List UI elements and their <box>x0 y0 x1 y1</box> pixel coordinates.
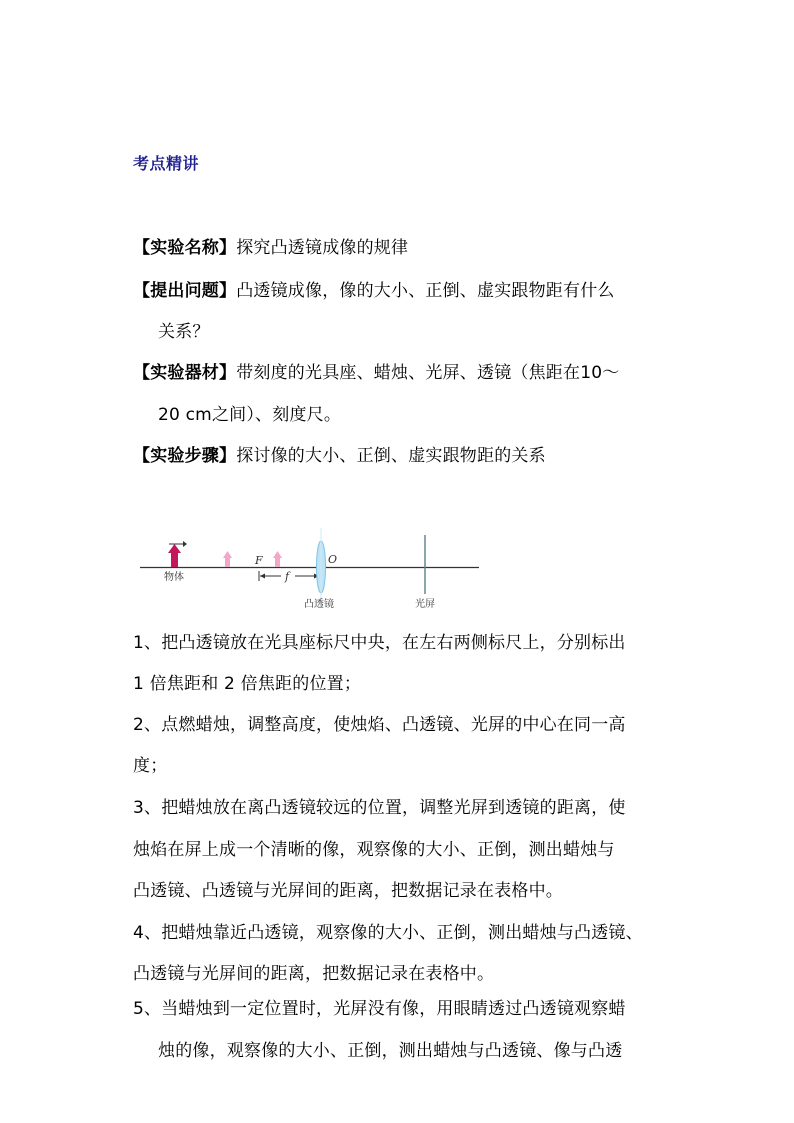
focus-label: F <box>255 554 263 567</box>
step-2-line-2: 度； <box>133 756 168 776</box>
step-3-line-2: 烛焰在屏上成一个清晰的像，观察像的大小、正倒，测出蜡烛与 <box>133 840 615 860</box>
materials-tag: 【实验器材】 <box>133 363 237 383</box>
step-4-line-1: 4、把蜡烛靠近凸透镜，观察像的大小、正倒，测出蜡烛与凸透镜、 <box>133 923 643 943</box>
section-heading: 考点精讲 <box>133 154 200 173</box>
question-line-2: 关系？ <box>158 322 210 342</box>
step-5-line-1: 5、当蜡烛到一定位置时，光屏没有像，用眼睛透过凸透镜观察蜡 <box>133 999 626 1019</box>
image-arrow-icon <box>273 551 282 567</box>
lens-label: 凸透镜 <box>304 599 334 610</box>
step-1-line-1: 1、把凸透镜放在光具座标尺中央，在左右两侧标尺上，分别标出 <box>133 633 626 653</box>
experiment-name-line <box>133 236 408 260</box>
step-3-line-3: 凸透镜、凸透镜与光屏间的距离，把数据记录在表格中。 <box>133 881 563 901</box>
materials-line-2: 20 cm之间）、刻度尺。 <box>158 405 342 425</box>
step-1-line-2: 1 倍焦距和 2 倍焦距的位置； <box>133 674 362 694</box>
question-tag: 【提出问题】 <box>133 281 237 301</box>
optical-center-label: O <box>328 553 338 566</box>
question-line-1 <box>133 279 615 303</box>
object-label: 物体 <box>164 572 184 583</box>
optical-bench-diagram <box>138 520 488 615</box>
focal-length-label: f <box>285 570 290 583</box>
steps-title-text: 探讨像的大小、正倒、虚实跟物距的关系 <box>236 446 546 466</box>
question-text-1: 凸透镜成像，像的大小、正倒、虚实跟物距有什么 <box>236 281 615 301</box>
step-2-line-1: 2、点燃蜡烛，调整高度，使烛焰、凸透镜、光屏的中心在同一高 <box>133 715 626 735</box>
screen-label: 光屏 <box>415 599 435 610</box>
materials-line-1 <box>133 361 619 385</box>
object-arrow-icon <box>168 541 187 567</box>
materials-text-1: 带刻度的光具座、蜡烛、光屏、透镜（焦距在10～ <box>236 363 620 383</box>
steps-title-line <box>133 444 546 468</box>
experiment-name-tag: 【实验名称】 <box>133 238 237 258</box>
step-5-line-2: 烛的像，观察像的大小、正倒，测出蜡烛与凸透镜、像与凸透 <box>158 1041 623 1061</box>
step-4-line-2: 凸透镜与光屏间的距离，把数据记录在表格中。 <box>133 964 495 984</box>
step-3-line-1: 3、把蜡烛放在离凸透镜较远的位置，调整光屏到透镜的距离，使 <box>133 798 626 818</box>
experiment-name-text: 探究凸透镜成像的规律 <box>236 238 409 258</box>
steps-tag: 【实验步骤】 <box>133 446 237 466</box>
image-arrow-icon <box>223 551 232 567</box>
